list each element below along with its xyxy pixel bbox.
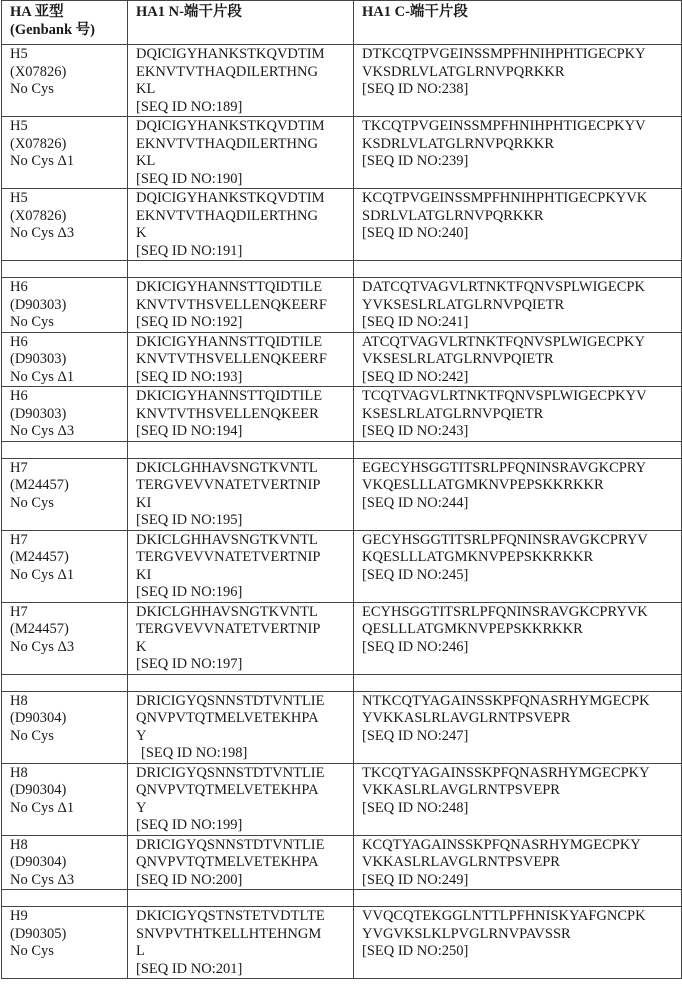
seq-id-label: [SEQ ID NO:196] [136, 584, 243, 600]
sequence-line: L [136, 943, 145, 959]
spacer-row [2, 674, 682, 691]
header-subtype-line2: (Genbank 号) [10, 21, 96, 38]
subtype-cell [2, 907, 128, 979]
sequence-line: DRICIGYQSNNSTDTVNTLIE [136, 692, 325, 709]
sequence-line: YVGVKSLKLPVGLRNVPAVSSR [362, 925, 571, 942]
subtype-cell [2, 45, 128, 117]
seq-id-label: [SEQ ID NO:191] [136, 242, 243, 259]
c-terminal-cell [354, 602, 682, 674]
table-row [2, 835, 682, 890]
n-terminal-cell [128, 332, 354, 387]
subtype-cell [2, 530, 128, 602]
genbank-id: (D90303) [10, 405, 67, 422]
genbank-id: (M24457) [10, 477, 69, 493]
variant-label: No Cys Δ1 [10, 566, 75, 583]
subtype-label: H7 [10, 531, 28, 548]
seq-id-label: [SEQ ID NO:190] [136, 170, 243, 187]
sequence-line: KCQTYAGAINSSKPFQNASRHYMGECPKY [362, 836, 641, 853]
subtype-label: H6 [10, 388, 28, 404]
sequence-line: DKICLGHHAVSNGTKVNTL [136, 531, 318, 548]
sequence-line: DRICIGYQSNNSTDTVNTLIE [136, 836, 325, 853]
sequence-line: TKCQTYAGAINSSKPFQNASRHYMGECPKY [362, 764, 650, 781]
sequence-line: TERGVEVVNATETVERTNIP [136, 549, 321, 565]
sequence-line: VKSDRLVLATGLRNVPQRKKR [362, 63, 565, 80]
sequence-line: ATCQTVAGVLRTNKTFQNVSPLWIGECPKY [362, 333, 645, 350]
n-terminal-cell [128, 387, 354, 442]
seq-id-label: [SEQ ID NO:192] [136, 314, 243, 330]
variant-label: No Cys [10, 314, 54, 330]
variant-label: No Cys [10, 81, 54, 97]
sequence-line: DTKCQTPVGEINSSMPFHNIHPHTIGECPKY [362, 46, 646, 62]
header-row [2, 1, 682, 45]
subtype-cell [2, 278, 128, 333]
subtype-label: H5 [10, 190, 28, 206]
table-row [2, 387, 682, 442]
header-n-terminal: HA1 N-端干片段 [128, 1, 354, 45]
sequence-line: EGECYHSGGTITSRLPFQNINSRAVGKCPRY [362, 459, 647, 476]
subtype-label: H6 [10, 333, 28, 350]
variant-label: No Cys Δ1 [10, 799, 75, 816]
sequence-line: EKNVTVTHAQDILERTHNG [136, 207, 318, 224]
header-subtype [2, 1, 128, 45]
genbank-id: (M24457) [10, 621, 69, 637]
seq-id-label: [SEQ ID NO:194] [136, 423, 243, 439]
sequence-line: K [136, 225, 147, 241]
c-terminal-cell [354, 278, 682, 333]
n-terminal-cell [128, 458, 354, 530]
ha-sequence-table [1, 0, 682, 979]
seq-id-label: [SEQ ID NO:245] [362, 566, 469, 583]
subtype-label: H8 [10, 692, 28, 709]
variant-label: No Cys [10, 494, 54, 511]
genbank-id: (X07826) [10, 207, 67, 224]
sequence-line: VKKASLRLAVGLRNTPSVEPR [362, 782, 560, 798]
table-row [2, 602, 682, 674]
sequence-line: YVKSESLRLATGLRNVPQIETR [362, 296, 565, 313]
n-terminal-cell [128, 835, 354, 890]
subtype-cell [2, 189, 128, 261]
spacer-row [2, 441, 682, 458]
sequence-line: EKNVTVTHAQDILERTHNG [136, 63, 318, 80]
spacer-row [2, 890, 682, 907]
seq-id-label: [SEQ ID NO:248] [362, 799, 469, 816]
variant-label: No Cys Δ1 [10, 368, 75, 385]
n-terminal-cell [128, 763, 354, 835]
n-terminal-cell [128, 45, 354, 117]
genbank-id: (D90303) [10, 351, 67, 367]
table-row [2, 117, 682, 189]
seq-id-label: [SEQ ID NO:241] [362, 314, 469, 330]
variant-label: No Cys [10, 943, 54, 959]
sequence-line: DKICLGHHAVSNGTKVNTL [136, 459, 318, 476]
sequence-line: KSESLRLATGLRNVPQIETR [362, 405, 544, 422]
seq-id-label: [SEQ ID NO:239] [362, 153, 469, 169]
sequence-line: KQESLLLATGMKNVPEPSKKRKKR [362, 549, 594, 565]
sequence-line: DRICIGYQSNNSTDTVNTLIE [136, 764, 325, 781]
sequence-line: K [136, 638, 147, 655]
subtype-label: H7 [10, 603, 28, 620]
n-terminal-cell [128, 189, 354, 261]
c-terminal-cell [354, 45, 682, 117]
table-row [2, 907, 682, 979]
subtype-cell [2, 602, 128, 674]
sequence-line: KNVTVTHSVELLENQKEERF [136, 296, 327, 313]
sequence-line: DATCQTVAGVLRTNKTFQNVSPLWIGECPK [362, 279, 645, 295]
variant-label: No Cys Δ1 [10, 153, 75, 169]
sequence-line: DQICIGYHANKSTKQVDTIM [136, 118, 325, 134]
seq-id-label: [SEQ ID NO:201] [136, 960, 243, 977]
sequence-line: DKICIGYHANNSTTQIDTILE [136, 333, 323, 350]
table-row [2, 458, 682, 530]
c-terminal-cell [354, 117, 682, 189]
variant-label: No Cys Δ3 [10, 638, 75, 655]
subtype-cell [2, 763, 128, 835]
genbank-id: (M24457) [10, 549, 69, 565]
sequence-line: VKKASLRLAVGLRNTPSVEPR [362, 854, 560, 870]
sequence-line: YVKKASLRLAVGLRNTPSVEPR [362, 710, 571, 726]
seq-id-label: [SEQ ID NO:200] [136, 871, 243, 888]
sequence-line: DKICIGYQSTNSTETVDTLTE [136, 908, 325, 924]
sequence-line: DKICLGHHAVSNGTKVNTL [136, 603, 318, 620]
sequence-line: KI [136, 494, 152, 511]
subtype-cell [2, 332, 128, 387]
sequence-line: KL [136, 81, 156, 97]
sequence-line: QNVPVTQTMELVETEKHPA [136, 782, 319, 798]
seq-id-label: [SEQ ID NO:195] [136, 512, 243, 528]
table-row [2, 278, 682, 333]
seq-id-label: [SEQ ID NO:238] [362, 81, 469, 97]
seq-id-label: [SEQ ID NO:244] [362, 494, 469, 511]
sequence-line: KL [136, 153, 156, 169]
sequence-line: SDRLVLATGLRNVPQRKKR [362, 207, 544, 224]
header-c-terminal: HA1 C-端干片段 [354, 1, 682, 45]
sequence-line: Y [136, 727, 147, 744]
sequence-line: KNVTVTHSVELLENQKEERF [136, 351, 327, 367]
subtype-cell [2, 458, 128, 530]
spacer-cell [2, 890, 128, 907]
sequence-line: DKICIGYHANNSTTQIDTILE [136, 279, 323, 295]
c-terminal-cell [354, 835, 682, 890]
seq-id-label: [SEQ ID NO:243] [362, 423, 469, 439]
seq-id-label: [SEQ ID NO:193] [136, 368, 243, 385]
variant-label: No Cys Δ3 [10, 225, 75, 241]
sequence-line: SNVPVTHTKELLHTEHNGM [136, 925, 322, 942]
sequence-line: ECYHSGGTITSRLPFQNINSRAVGKCPRYVK [362, 603, 648, 620]
subtype-label: H8 [10, 764, 28, 781]
sequence-line: EKNVTVTHAQDILERTHNG [136, 135, 318, 152]
sequence-line: Y [136, 799, 147, 816]
sequence-line: VKSESLRLATGLRNVPQIETR [362, 351, 554, 367]
spacer-cell [128, 674, 354, 691]
seq-id-label: [SEQ ID NO:242] [362, 368, 469, 385]
table-row [2, 530, 682, 602]
genbank-id: (D90304) [10, 710, 67, 726]
genbank-id: (D90304) [10, 854, 67, 870]
table-row [2, 332, 682, 387]
c-terminal-cell [354, 530, 682, 602]
genbank-id: (D90305) [10, 925, 67, 942]
spacer-cell [128, 441, 354, 458]
sequence-line: KSDRLVLATGLRNVPQRKKR [362, 135, 555, 152]
table-row [2, 763, 682, 835]
spacer-cell [128, 261, 354, 278]
n-terminal-cell [128, 602, 354, 674]
sequence-line: VVQCQTEKGGLNTTLPFHNISKYAFGNCPK [362, 908, 646, 924]
table-row [2, 189, 682, 261]
genbank-id: (X07826) [10, 135, 67, 152]
sequence-line: KNVTVTHSVELLENQKEER [136, 405, 319, 422]
c-terminal-cell [354, 763, 682, 835]
spacer-cell [354, 674, 682, 691]
c-terminal-cell [354, 387, 682, 442]
n-terminal-cell [128, 278, 354, 333]
subtype-label: H5 [10, 118, 28, 134]
spacer-row [2, 261, 682, 278]
sequence-line: TKCQTPVGEINSSMPFHNIHPHTIGECPKYV [362, 118, 646, 134]
subtype-label: H8 [10, 836, 28, 853]
subtype-cell [2, 835, 128, 890]
sequence-line: QNVPVTQTMELVETEKHPA [136, 710, 319, 726]
seq-id-label: [SEQ ID NO:198] [141, 745, 248, 761]
sequence-line: DKICIGYHANNSTTQIDTILE [136, 388, 323, 404]
subtype-label: H6 [10, 279, 28, 295]
spacer-cell [354, 441, 682, 458]
spacer-cell [2, 441, 128, 458]
seq-id-label: [SEQ ID NO:199] [136, 817, 243, 833]
variant-label: No Cys Δ3 [10, 871, 75, 888]
seq-id-label: [SEQ ID NO:249] [362, 871, 469, 888]
c-terminal-cell [354, 332, 682, 387]
variant-label: No Cys [10, 727, 54, 744]
seq-id-label: [SEQ ID NO:246] [362, 638, 469, 655]
header-subtype-line1: HA 亚型 [10, 4, 64, 20]
n-terminal-cell [128, 691, 354, 763]
sequence-line: GECYHSGGTITSRLPFQNINSRAVGKCPRYV [362, 531, 648, 548]
subtype-label: H5 [10, 46, 28, 62]
n-terminal-cell [128, 117, 354, 189]
table-row [2, 45, 682, 117]
subtype-label: H7 [10, 459, 28, 476]
subtype-cell [2, 387, 128, 442]
spacer-cell [2, 261, 128, 278]
subtype-cell [2, 117, 128, 189]
seq-id-label: [SEQ ID NO:247] [362, 727, 469, 744]
seq-id-label: [SEQ ID NO:250] [362, 943, 469, 959]
sequence-line: DQICIGYHANKSTKQVDTIM [136, 190, 325, 206]
seq-id-label: [SEQ ID NO:240] [362, 225, 469, 241]
spacer-cell [2, 674, 128, 691]
sequence-line: QESLLLATGMKNVPEPSKKRKKR [362, 621, 583, 637]
spacer-cell [354, 261, 682, 278]
c-terminal-cell [354, 691, 682, 763]
n-terminal-cell [128, 530, 354, 602]
c-terminal-cell [354, 907, 682, 979]
spacer-cell [128, 890, 354, 907]
genbank-id: (X07826) [10, 63, 67, 80]
table-body [2, 45, 682, 979]
subtype-label: H9 [10, 908, 28, 924]
c-terminal-cell [354, 458, 682, 530]
subtype-cell [2, 691, 128, 763]
variant-label: No Cys Δ3 [10, 423, 75, 439]
spacer-cell [354, 890, 682, 907]
sequence-line: KI [136, 566, 152, 583]
table-row [2, 691, 682, 763]
sequence-line: TERGVEVVNATETVERTNIP [136, 477, 321, 493]
sequence-line: DQICIGYHANKSTKQVDTIM [136, 46, 325, 62]
c-terminal-cell [354, 189, 682, 261]
genbank-id: (D90303) [10, 296, 67, 313]
sequence-line: QNVPVTQTMELVETEKHPA [136, 854, 319, 870]
sequence-line: VKQESLLLATGMKNVPEPSKKRKKR [362, 477, 604, 493]
seq-id-label: [SEQ ID NO:197] [136, 656, 243, 672]
seq-id-label: [SEQ ID NO:189] [136, 98, 243, 115]
n-terminal-cell [128, 907, 354, 979]
sequence-line: KCQTPVGEINSSMPFHNIHPHTIGECPKYVK [362, 190, 648, 206]
sequence-line: TERGVEVVNATETVERTNIP [136, 621, 321, 637]
genbank-id: (D90304) [10, 782, 67, 798]
sequence-line: TCQTVAGVLRTNKTFQNVSPLWIGECPKYV [362, 388, 647, 404]
sequence-line: NTKCQTYAGAINSSKPFQNASRHYMGECPK [362, 692, 650, 709]
